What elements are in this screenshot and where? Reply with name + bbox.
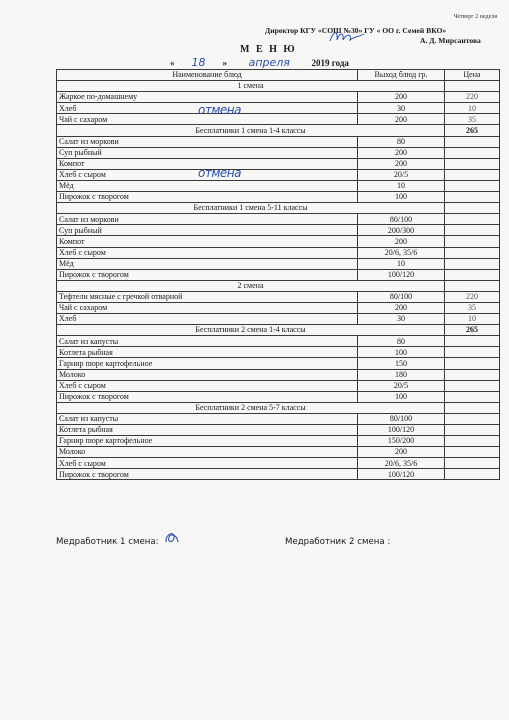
dish-price xyxy=(445,469,500,480)
dish-price xyxy=(445,180,500,191)
dish-price: 10 xyxy=(445,103,500,114)
section-label: 1 смена xyxy=(57,81,445,92)
menu-date xyxy=(170,56,349,70)
dish-weight: 100 xyxy=(358,192,445,203)
dish-weight: 200 xyxy=(358,447,445,458)
dish-name: Хлеб xyxy=(57,103,358,114)
table-row xyxy=(57,103,500,114)
table-row xyxy=(57,469,500,480)
date-year: 2019 года xyxy=(311,58,349,68)
dish-price xyxy=(445,158,500,169)
table-row xyxy=(57,236,500,247)
table-row xyxy=(57,347,500,358)
dish-weight: 20/6, 35/6 xyxy=(358,247,445,258)
dish-name: Хлеб с сыром xyxy=(57,169,358,180)
dish-price xyxy=(445,258,500,269)
table-row xyxy=(57,302,500,313)
dish-weight: 200 xyxy=(358,236,445,247)
dish-name: Суп рыбный xyxy=(57,225,358,236)
dish-weight: 100 xyxy=(358,391,445,402)
dish-name: Пирожок с творогом xyxy=(57,192,358,203)
table-row xyxy=(57,247,500,258)
dish-weight: 100/120 xyxy=(358,269,445,280)
table-row xyxy=(57,258,500,269)
dish-name: Салат из моркови xyxy=(57,214,358,225)
table-row xyxy=(57,114,500,125)
dish-weight: 80/100 xyxy=(358,291,445,302)
section-label: Бесплатники 2 смена 5-7 классы xyxy=(57,402,445,413)
dish-weight: 20/5 xyxy=(358,169,445,180)
header-weight: Выход блюд гр. xyxy=(358,70,445,81)
dish-price: 220 xyxy=(445,291,500,302)
menu-table xyxy=(56,69,500,480)
date-day: 18 xyxy=(191,56,206,69)
dish-price xyxy=(445,413,500,424)
dish-weight: 200 xyxy=(358,158,445,169)
dish-name: Молоко xyxy=(57,369,358,380)
table-row xyxy=(57,413,500,424)
nurse-signature xyxy=(163,528,181,546)
dish-price xyxy=(445,447,500,458)
section-label: Бесплатники 2 смена 1-4 классы xyxy=(57,325,445,336)
section-total: 265 xyxy=(445,125,500,136)
table-row xyxy=(57,192,500,203)
table-row xyxy=(57,380,500,391)
table-row xyxy=(57,358,500,369)
dish-name: Компот xyxy=(57,236,358,247)
dish-price xyxy=(445,458,500,469)
header-price: Цена xyxy=(445,70,500,81)
section-row xyxy=(57,125,500,136)
dish-price xyxy=(445,214,500,225)
dish-name: Компот xyxy=(57,158,358,169)
dish-price xyxy=(445,147,500,158)
table-row xyxy=(57,314,500,325)
cancelled-mark: отмена xyxy=(198,103,241,117)
dish-price xyxy=(445,425,500,436)
dish-name: Хлеб с сыром xyxy=(57,380,358,391)
dish-price xyxy=(445,369,500,380)
dish-weight: 180 xyxy=(358,369,445,380)
approval-line-1: Директор КГУ «СОШ №30» ГУ « ОО г. Семей ВКО» xyxy=(265,26,447,35)
dish-weight: 200 xyxy=(358,92,445,103)
table-row xyxy=(57,180,500,191)
nurse-shift-2-label: Медработник 2 смена : xyxy=(285,537,391,547)
table-header-row xyxy=(57,70,500,81)
dish-name: Салат из моркови xyxy=(57,136,358,147)
dish-price xyxy=(445,380,500,391)
section-total: 265 xyxy=(445,325,500,336)
section-total xyxy=(445,203,500,214)
section-label: Бесплатники 1 смена 1-4 классы xyxy=(57,125,445,136)
dish-price xyxy=(445,436,500,447)
date-open-quote: « xyxy=(170,58,175,68)
dish-weight: 80 xyxy=(358,336,445,347)
table-row xyxy=(57,369,500,380)
dish-price xyxy=(445,225,500,236)
dish-name: Салат из капусты xyxy=(57,413,358,424)
section-row xyxy=(57,81,500,92)
dish-name: Пирожок с творогом xyxy=(57,469,358,480)
dish-price xyxy=(445,269,500,280)
dish-name: Гарнир пюре картофельное xyxy=(57,358,358,369)
dish-name: Молоко xyxy=(57,447,358,458)
dish-name: Суп рыбный xyxy=(57,147,358,158)
nurse-shift-1-label: Медработник 1 смена: xyxy=(56,537,159,547)
section-row xyxy=(57,325,500,336)
dish-name: Мёд xyxy=(57,180,358,191)
table-row xyxy=(57,158,500,169)
table-row xyxy=(57,336,500,347)
table-row xyxy=(57,436,500,447)
table-row xyxy=(57,92,500,103)
dish-weight: 80/100 xyxy=(358,413,445,424)
section-label: Бесплатники 1 смена 5-11 классы xyxy=(57,203,445,214)
dish-price xyxy=(445,336,500,347)
dish-weight: 80/100 xyxy=(358,214,445,225)
table-row xyxy=(57,214,500,225)
dish-weight: 100/120 xyxy=(358,425,445,436)
dish-weight: 20/6, 35/6 xyxy=(358,458,445,469)
dish-weight: 200 xyxy=(358,302,445,313)
dish-name: Котлета рыбная xyxy=(57,347,358,358)
dish-weight: 30 xyxy=(358,103,445,114)
dish-weight: 200/300 xyxy=(358,225,445,236)
table-row xyxy=(57,225,500,236)
section-row xyxy=(57,280,500,291)
section-row xyxy=(57,402,500,413)
dish-weight: 30 xyxy=(358,314,445,325)
dish-weight: 80 xyxy=(358,136,445,147)
approval-line-2: А. Д. Мирсаитова xyxy=(420,36,481,45)
dish-weight: 100 xyxy=(358,347,445,358)
dish-price xyxy=(445,169,500,180)
week-note: Четверг 2 неделя xyxy=(453,14,497,20)
dish-name: Хлеб xyxy=(57,314,358,325)
table-row xyxy=(57,136,500,147)
dish-price: 35 xyxy=(445,114,500,125)
dish-name: Жаркое по-домашнему xyxy=(57,92,358,103)
menu-title: М Е Н Ю xyxy=(240,44,297,55)
table-row xyxy=(57,458,500,469)
dish-weight: 200 xyxy=(358,147,445,158)
table-row xyxy=(57,391,500,402)
section-total xyxy=(445,280,500,291)
dish-name: Хлеб с сыром xyxy=(57,458,358,469)
dish-weight: 20/5 xyxy=(358,380,445,391)
table-row xyxy=(57,147,500,158)
dish-price xyxy=(445,192,500,203)
date-month-blank xyxy=(229,56,309,70)
table-row xyxy=(57,291,500,302)
director-signature xyxy=(328,28,366,46)
dish-price xyxy=(445,391,500,402)
dish-price xyxy=(445,358,500,369)
dish-price: 220 xyxy=(445,92,500,103)
date-close-quote: » xyxy=(222,58,227,68)
section-total xyxy=(445,402,500,413)
table-row xyxy=(57,447,500,458)
dish-name: Тефтели мясные с гречкой отварной xyxy=(57,291,358,302)
dish-weight: 150 xyxy=(358,358,445,369)
dish-name: Чай с сахаром xyxy=(57,302,358,313)
section-row xyxy=(57,203,500,214)
dish-price xyxy=(445,247,500,258)
dish-price: 35 xyxy=(445,302,500,313)
cancelled-mark: отмена xyxy=(198,166,241,180)
section-label: 2 смена xyxy=(57,280,445,291)
table-row xyxy=(57,269,500,280)
date-day-blank xyxy=(175,56,223,70)
dish-weight: 100/120 xyxy=(358,469,445,480)
dish-price: 10 xyxy=(445,314,500,325)
dish-weight: 10 xyxy=(358,180,445,191)
table-body xyxy=(57,81,500,480)
approval-header xyxy=(265,26,505,46)
dish-name: Салат из капусты xyxy=(57,336,358,347)
dish-weight: 10 xyxy=(358,258,445,269)
table-row xyxy=(57,425,500,436)
dish-price xyxy=(445,136,500,147)
date-month: апреля xyxy=(248,56,290,69)
dish-name: Пирожок с творогом xyxy=(57,269,358,280)
dish-name: Гарнир пюре картофельное xyxy=(57,436,358,447)
dish-name: Котлета рыбная xyxy=(57,425,358,436)
dish-name: Мёд xyxy=(57,258,358,269)
dish-price xyxy=(445,347,500,358)
dish-name: Чай с сахаром xyxy=(57,114,358,125)
dish-weight: 200 xyxy=(358,114,445,125)
table-row xyxy=(57,169,500,180)
header-dish: Наименование блюд xyxy=(57,70,358,81)
section-total xyxy=(445,81,500,92)
dish-name: Хлеб с сыром xyxy=(57,247,358,258)
dish-price xyxy=(445,236,500,247)
dish-name: Пирожок с творогом xyxy=(57,391,358,402)
dish-weight: 150/200 xyxy=(358,436,445,447)
